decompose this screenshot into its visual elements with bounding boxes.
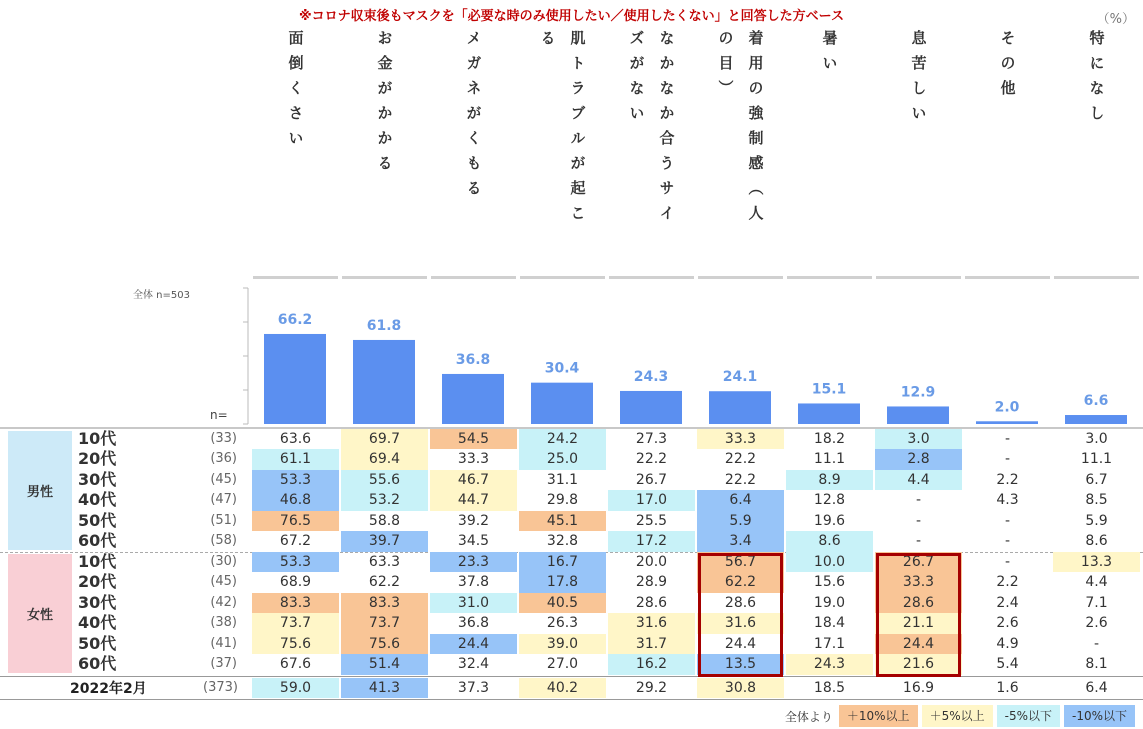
legend-item-p5: ＋5%以上 xyxy=(922,705,993,727)
table-cell: 8.9 xyxy=(786,470,873,491)
table-cell: 33.3 xyxy=(457,451,490,467)
table-cell: 53.3 xyxy=(252,552,339,573)
table-cell: 31.0 xyxy=(430,593,517,614)
table-cell: 18.5 xyxy=(813,679,846,696)
category-label: その他 xyxy=(998,30,1017,105)
table-row xyxy=(0,572,1143,593)
bar xyxy=(442,374,504,424)
category-label: 暑い xyxy=(820,30,839,80)
table-cell: 67.6 xyxy=(279,656,312,672)
table-cell: 3.4 xyxy=(697,531,784,552)
table-cell: 40.5 xyxy=(519,593,606,614)
table-cell: 34.5 xyxy=(457,533,490,549)
table-cell: 13.3 xyxy=(1053,552,1140,573)
age-label: 30代 xyxy=(78,592,117,612)
table-cell: 17.1 xyxy=(813,635,846,652)
table-row xyxy=(0,613,1143,634)
bar-value-label: 12.9 xyxy=(900,384,936,401)
sample-size: (45) xyxy=(210,471,237,487)
table-cell: 22.2 xyxy=(724,451,757,467)
table-cell: 62.2 xyxy=(368,574,401,590)
sample-size: (58) xyxy=(210,533,237,548)
table-cell: - xyxy=(1004,430,1011,447)
table-cell: 61.1 xyxy=(252,449,339,470)
table-cell: 24.4 xyxy=(430,634,517,655)
table-cell: - xyxy=(915,512,922,529)
table-cell: 18.4 xyxy=(813,615,846,631)
table-cell: 2.6 xyxy=(996,615,1019,631)
table-cell: 46.8 xyxy=(252,490,339,511)
table-cell: 36.8 xyxy=(457,615,490,631)
table-cell: 73.7 xyxy=(341,613,428,634)
table-cell: 29.8 xyxy=(546,492,579,508)
table-row xyxy=(0,490,1143,511)
table-cell: 46.7 xyxy=(430,470,517,491)
n-header-label: n= xyxy=(210,408,228,422)
table-cell: 73.7 xyxy=(252,613,339,634)
sample-size: (37) xyxy=(210,656,237,671)
table-cell: 63.6 xyxy=(279,430,312,447)
table-cell: 76.5 xyxy=(252,511,339,532)
table-cell: 32.4 xyxy=(457,656,490,672)
sample-size: (38) xyxy=(210,615,237,630)
table-cell: 26.7 xyxy=(875,552,962,573)
table-bottom-border xyxy=(0,699,1143,700)
sample-size: (42) xyxy=(210,594,237,610)
table-cell: 25.5 xyxy=(635,512,668,529)
table-cell: 28.6 xyxy=(635,594,668,611)
table-cell: 59.0 xyxy=(252,678,339,699)
category-label: なかなか合うサイ ズがない xyxy=(627,30,676,230)
age-label: 50代 xyxy=(78,510,117,530)
age-label: 60代 xyxy=(78,531,117,550)
table-cell: 39.2 xyxy=(457,512,490,529)
table-cell: 56.7 xyxy=(697,552,784,573)
table-cell: 28.9 xyxy=(635,574,668,590)
table-cell: 75.6 xyxy=(341,634,428,655)
bar xyxy=(976,421,1038,424)
table-cell: 24.3 xyxy=(786,654,873,675)
table-cell: 55.6 xyxy=(341,470,428,491)
table-cell: 2.2 xyxy=(996,471,1019,488)
table-cell: 5.4 xyxy=(996,656,1019,672)
bar-value-label: 66.2 xyxy=(277,311,313,328)
table-cell: 2.2 xyxy=(996,574,1019,590)
table-cell: 44.7 xyxy=(430,490,517,511)
bar-value-label: 2.0 xyxy=(994,399,1020,416)
table-cell: 22.2 xyxy=(724,471,757,488)
table-cell: 68.9 xyxy=(279,574,312,590)
table-cell: 40.2 xyxy=(519,678,606,699)
table-cell: 30.8 xyxy=(697,678,784,699)
table-cell: 62.2 xyxy=(697,572,784,593)
table-cell: 1.6 xyxy=(996,679,1019,696)
table-cell: 31.6 xyxy=(608,613,695,634)
sample-size: (373) xyxy=(203,679,238,695)
chart-note: ※コロナ収束後もマスクを「必要な時のみ使用したい／使用したくない」と回答した方ベース xyxy=(299,9,844,24)
comparison-row xyxy=(0,678,1143,699)
table-cell: 5.9 xyxy=(697,511,784,532)
table-cell: - xyxy=(1004,512,1011,529)
table-cell: 8.6 xyxy=(786,531,873,552)
table-cell: 51.4 xyxy=(341,654,428,675)
comparison-row-label: 2022年2月 xyxy=(70,680,147,697)
table-cell: 21.6 xyxy=(875,654,962,675)
bar-value-label: 61.8 xyxy=(366,317,402,334)
table-cell: 16.7 xyxy=(519,552,606,573)
table-cell: 16.2 xyxy=(608,654,695,675)
age-label: 10代 xyxy=(78,428,117,448)
table-cell: 4.4 xyxy=(875,470,962,491)
table-cell: 18.2 xyxy=(813,430,846,447)
group-label: 女性 xyxy=(8,554,72,673)
bar xyxy=(1065,415,1127,424)
table-cell: 2.8 xyxy=(875,449,962,470)
table-cell: 27.3 xyxy=(635,430,668,447)
table-row xyxy=(0,552,1143,573)
bar xyxy=(531,383,593,424)
unit-label: （%） xyxy=(1096,12,1135,27)
table-cell: 67.2 xyxy=(279,533,312,549)
table-cell: 69.7 xyxy=(341,429,428,450)
table-cell: 3.0 xyxy=(1085,430,1108,447)
table-cell: 31.7 xyxy=(608,634,695,655)
table-cell: 8.6 xyxy=(1085,533,1108,549)
table-cell: - xyxy=(1004,451,1011,467)
category-label: お金がかかる xyxy=(375,30,394,180)
bar xyxy=(887,406,949,424)
table-row xyxy=(0,593,1143,614)
highlight-box xyxy=(876,553,961,677)
table-cell: 11.1 xyxy=(813,451,846,467)
table-row xyxy=(0,654,1143,675)
bar xyxy=(353,340,415,424)
category-label: 着用の強制感︵人 の目︶ xyxy=(716,30,765,230)
table-row xyxy=(0,449,1143,470)
table-cell: 45.1 xyxy=(519,511,606,532)
bar xyxy=(798,403,860,424)
table-cell: 69.4 xyxy=(341,449,428,470)
table-cell: 17.0 xyxy=(608,490,695,511)
legend-item-p10: ＋10%以上 xyxy=(839,705,918,727)
table-cell: 17.8 xyxy=(519,572,606,593)
bar-value-label: 30.4 xyxy=(544,360,580,377)
age-label: 50代 xyxy=(78,633,117,653)
table-cell: 53.2 xyxy=(341,490,428,511)
table-cell: 12.8 xyxy=(813,492,846,508)
table-cell: 19.6 xyxy=(813,512,846,529)
table-cell: 23.3 xyxy=(430,552,517,573)
legend-title: 全体より xyxy=(784,709,833,724)
table-cell: 2.6 xyxy=(1085,615,1108,631)
table-cell: 6.4 xyxy=(1085,679,1108,696)
table-cell: 15.6 xyxy=(813,574,846,590)
table-cell: 7.1 xyxy=(1085,594,1108,611)
table-cell: 83.3 xyxy=(252,593,339,614)
table-cell: - xyxy=(915,533,922,549)
category-label: 肌トラブルが起こ る xyxy=(538,30,587,230)
legend-item-m5: -5%以下 xyxy=(997,705,1060,727)
sample-size: (33) xyxy=(210,430,237,446)
bar xyxy=(620,391,682,424)
table-cell: 17.2 xyxy=(608,531,695,552)
bar xyxy=(709,391,771,424)
sample-size: (45) xyxy=(210,574,237,589)
category-label: 特になし xyxy=(1087,30,1106,130)
table-cell: 8.1 xyxy=(1085,656,1108,672)
legend-item-m10: -10%以下 xyxy=(1064,705,1135,727)
table-cell: 24.4 xyxy=(724,635,757,652)
table-cell: 37.8 xyxy=(457,574,490,590)
table-cell: 2.4 xyxy=(996,594,1019,611)
sample-size: (36) xyxy=(210,451,237,466)
age-label: 30代 xyxy=(78,469,117,489)
table-cell: - xyxy=(915,492,922,508)
table-cell: 31.6 xyxy=(697,613,784,634)
category-label: メガネがくもる xyxy=(464,30,483,205)
table-cell: 39.0 xyxy=(519,634,606,655)
table-cell: 10.0 xyxy=(786,552,873,573)
category-label: 息苦しい xyxy=(909,30,928,130)
table-cell: 20.0 xyxy=(635,553,668,570)
table-cell: - xyxy=(1093,635,1100,652)
table-cell: 27.0 xyxy=(546,656,579,672)
bar-value-label: 24.3 xyxy=(633,368,669,385)
table-cell: - xyxy=(1004,553,1011,570)
table-cell: 5.9 xyxy=(1085,512,1108,529)
category-label: 面倒くさい xyxy=(286,30,305,155)
table-row xyxy=(0,429,1143,450)
group-label: 男性 xyxy=(8,431,72,550)
table-cell: 54.5 xyxy=(430,429,517,450)
table-cell: 63.3 xyxy=(368,553,401,570)
table-cell: 6.7 xyxy=(1085,471,1108,488)
total-sample-label: 全体 n=503 xyxy=(133,290,190,301)
table-cell: 8.5 xyxy=(1085,492,1108,508)
table-cell: 58.8 xyxy=(368,512,401,529)
table-cell: 24.4 xyxy=(875,634,962,655)
table-cell: 32.8 xyxy=(546,533,579,549)
table-cell: 83.3 xyxy=(341,593,428,614)
bar-value-label: 6.6 xyxy=(1083,393,1109,410)
table-cell: 33.3 xyxy=(697,429,784,450)
table-cell: 22.2 xyxy=(635,451,668,467)
bar xyxy=(264,334,326,424)
table-cell: 28.6 xyxy=(724,594,757,611)
age-label: 20代 xyxy=(78,449,117,468)
legend xyxy=(785,705,1135,727)
sample-size: (51) xyxy=(210,512,237,528)
table-cell: 75.6 xyxy=(252,634,339,655)
table-cell: 16.9 xyxy=(902,679,935,696)
table-cell: - xyxy=(1004,533,1011,549)
table-cell: 29.2 xyxy=(635,679,668,696)
table-row xyxy=(0,511,1143,532)
table-cell: 39.7 xyxy=(341,531,428,552)
age-label: 10代 xyxy=(78,551,117,571)
table-cell: 26.7 xyxy=(635,471,668,488)
table-cell: 19.0 xyxy=(813,594,846,611)
table-cell: 3.0 xyxy=(875,429,962,450)
table-cell: 4.3 xyxy=(996,492,1019,508)
sample-size: (30) xyxy=(210,553,237,569)
table-cell: 33.3 xyxy=(875,572,962,593)
age-label: 20代 xyxy=(78,572,117,591)
table-cell: 53.3 xyxy=(252,470,339,491)
age-label: 60代 xyxy=(78,654,117,673)
table-cell: 28.6 xyxy=(875,593,962,614)
bar-value-label: 24.1 xyxy=(722,369,758,386)
table-row xyxy=(0,634,1143,655)
table-cell: 6.4 xyxy=(697,490,784,511)
table-row xyxy=(0,470,1143,491)
table-cell: 37.3 xyxy=(457,679,490,696)
table-cell: 13.5 xyxy=(697,654,784,675)
table-cell: 26.3 xyxy=(546,615,579,631)
total-row-divider xyxy=(0,676,1143,677)
table-cell: 31.1 xyxy=(546,471,579,488)
sample-size: (47) xyxy=(210,492,237,507)
table-cell: 24.2 xyxy=(519,429,606,450)
table-row xyxy=(0,531,1143,552)
age-label: 40代 xyxy=(78,490,117,509)
table-cell: 25.0 xyxy=(519,449,606,470)
age-label: 40代 xyxy=(78,613,117,632)
sample-size: (41) xyxy=(210,635,237,651)
table-cell: 41.3 xyxy=(341,678,428,699)
table-cell: 11.1 xyxy=(1080,451,1113,467)
bar-value-label: 36.8 xyxy=(455,351,491,368)
table-cell: 4.4 xyxy=(1085,574,1108,590)
table-cell: 21.1 xyxy=(875,613,962,634)
table-cell: 4.9 xyxy=(996,635,1019,652)
highlight-box xyxy=(698,553,783,677)
bar-value-label: 15.1 xyxy=(811,381,847,398)
